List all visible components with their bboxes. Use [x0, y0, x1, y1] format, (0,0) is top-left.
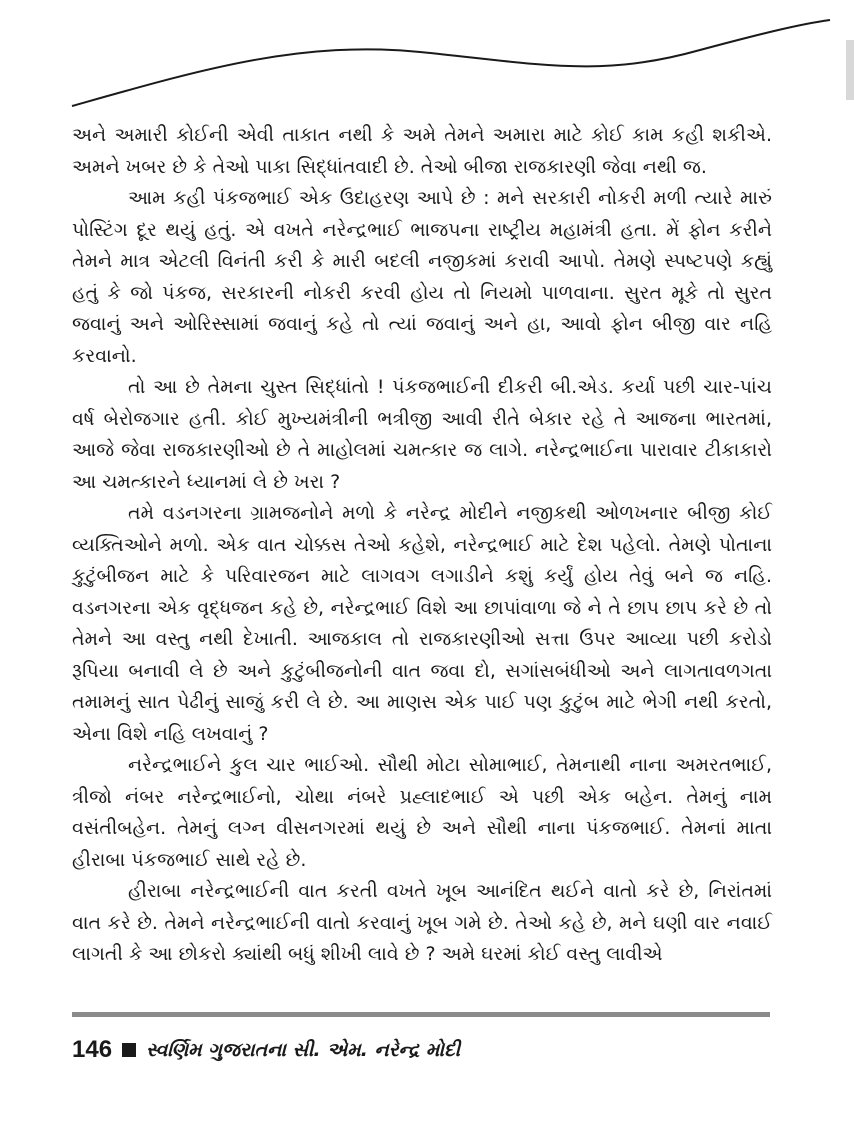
paragraph-6: હીરાબા નરેન્દ્રભાઈની વાત કરતી વખતે ખૂબ આનંદિત થઈને વાતો કરે છે, નિરાંતમાં વાત કરે છે. તેમને નરેન્દ્રભાઈની વાતો કરવાનું ખૂબ ગમે છે. તેઓ કહે છે, મને ઘણી વાર નવાઈ લાગતી કે આ છોકરો ક્યાંથી બધું શીખી લાવે છે ? અમે ઘરમાં કોઈ વસ્તુ લાવીએ — [72, 880, 772, 965]
page-footer — [72, 1030, 460, 1070]
page-edge-shadow — [846, 40, 854, 100]
square-bullet-icon — [122, 1043, 136, 1057]
decorative-wave-line — [0, 0, 854, 120]
paragraph-5: નરેન્દ્રભાઈને કુલ ચાર ભાઈઓ. સૌથી મોટા સોમાભાઈ, તેમનાથી નાના અમરતભાઈ, ત્રીજો નંબર નરેન્દ્રભાઈનો, ચોથા નંબરે પ્રહ્લાદભાઈ એ પછી એક બહેન. તેમનું નામ વસંતીબહેન. તેમનું લગ્ન વીસનગરમાં થયું છે અને સૌથી નાના પંકજભાઈ. તેમનાં માતા હીરાબા પંકજભાઈ સાથે રહે છે. — [72, 754, 772, 871]
book-title: સ્વર્ણિમ ગુજરાતના સી. એમ. નરેન્દ્ર મોદી — [146, 1039, 461, 1061]
paragraph-4: તમે વડનગરના ગ્રામજનોને મળો કે નરેન્દ્ર મોદીને નજીકથી ઓળખનાર બીજી કોઈ વ્યક્તિઓને મળો. એક વાત ચોક્કસ તેઓ કહેશે, નરેન્દ્રભાઈ માટે દેશ પહેલો. તેમણે પોતાના કુટુંબીજન માટે કે પરિવારજન માટે લાગવગ લગાડીને કશું કર્યું હોય તેવું બને જ નહિ. વડનગરના એક વૃદ્ધજન કહે છે, નરેન્દ્રભાઈ વિશે આ છાપાંવાળા જે ને તે છાપ છાપ કરે છે તો તેમને આ વસ્તુ નથી દેખાતી. આજકાલ તો રાજકારણીઓ સત્તા ઉપર આવ્યા પછી કરોડો રૂપિયા બનાવી લે છે અને કુટુંબીજનોની વાત જવા દો, સગાંસબંધીઓ અને લાગતાવળગતા તમામનું સાત પેઢીનું સાજું કરી લે છે. આ માણસ એક પાઈ પણ કુટુંબ માટે ભેગી નથી કરતો, એના વિશે નહિ લખવાનું ? — [72, 502, 772, 745]
paragraph-1: અને અમારી કોઈની એવી તાકાત નથી કે અમે તેમને અમારા માટે કોઈ કામ કહી શકીએ. અમને ખબર છે કે તેઓ પાકા સિદ્ધાંતવાદી છે. તેઓ બીજા રાજકારણી જેવા નથી જ. — [72, 124, 772, 178]
paragraph-3: તો આ છે તેમના ચુસ્ત સિદ્ધાંતો ! પંકજભાઈની દીકરી બી.એડ. કર્યા પછી ચાર-પાંચ વર્ષ બેરોજગાર હતી. કોઈ મુખ્યમંત્રીની ભત્રીજી આવી રીતે બેકાર રહે તે આજના ભારતમાં, આજે જેવા રાજકારણીઓ છે તે માહોલમાં ચમત્કાર જ લાગે. નરેન્દ્રભાઈના પારાવાર ટીકાકારો આ ચમત્કારને ધ્યાનમાં લે છે ખરા ? — [72, 376, 772, 493]
footer-rule — [72, 1012, 770, 1017]
page-number: 146 — [72, 1036, 113, 1063]
body-text — [72, 120, 772, 971]
paragraph-2: આમ કહી પંકજભાઈ એક ઉદાહરણ આપે છે : મને સરકારી નોકરી મળી ત્યારે મારું પોસ્ટિંગ દૂર થયું હતું. એ વખતે નરેન્દ્રભાઈ ભાજપના રાષ્ટ્રીય મહામંત્રી હતા. મેં ફોન કરીને તેમને માત્ર એટલી વિનંતી કરી કે મારી બદલી નજીકમાં કરાવી આપો. તેમણે સ્પષ્ટપણે કહ્યું હતું કે જો પંકજ, સરકારની નોકરી કરવી હોય તો નિયમો પાળવાના. સુરત મૂકે તો સુરત જવાનું અને ઓરિસ્સામાં જવાનું કહે તો ત્યાં જવાનું અને હા, આવો ફોન બીજી વાર નહિ કરવાનો. — [72, 187, 772, 367]
